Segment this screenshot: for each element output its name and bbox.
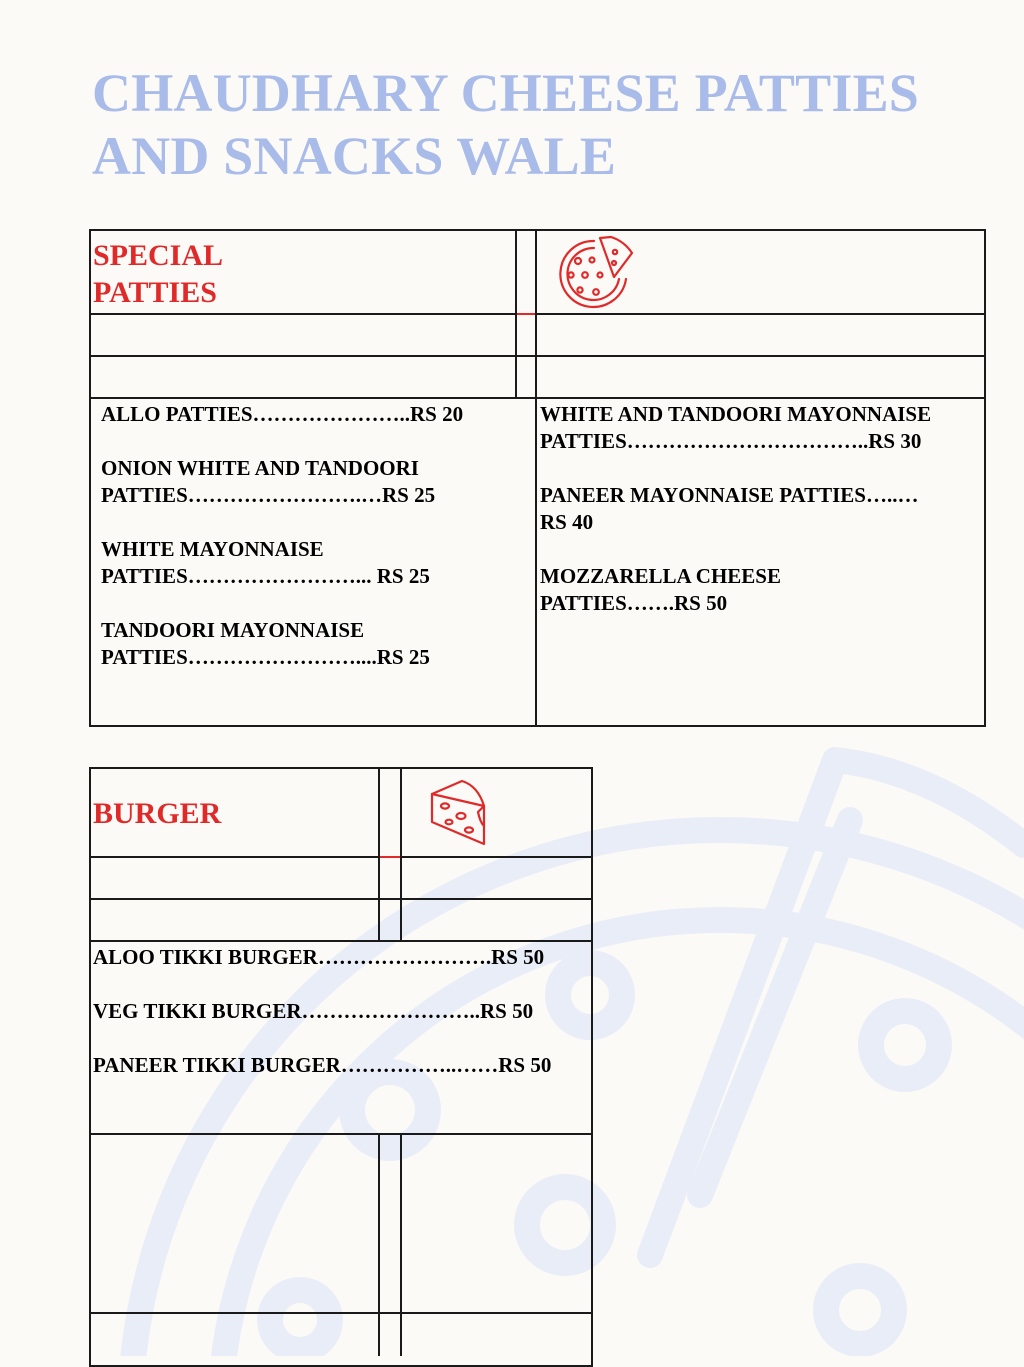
menu-item: ALOO TIKKI BURGER…………………….RS 50 xyxy=(93,945,545,969)
pizza-icon xyxy=(554,235,636,309)
table-divider xyxy=(89,355,986,357)
table-divider xyxy=(89,898,593,900)
menu-item: WHITE MAYONNAISE PATTIES……………………... RS 25 xyxy=(101,537,430,588)
burger-heading xyxy=(93,795,221,832)
accent-line xyxy=(517,313,535,315)
title-line-1: CHAUDHARY CHEESE PATTIES xyxy=(92,63,920,123)
title-line-2: AND SNACKS WALE xyxy=(92,126,617,186)
menu-item: TANDOORI MAYONNAISE PATTIES……………………....RS 25 xyxy=(101,618,430,669)
heading-line: BURGER xyxy=(93,797,222,830)
menu-item: ONION WHITE AND TANDOORI PATTIES…………………….…RS 25 xyxy=(101,456,436,507)
table-divider xyxy=(89,940,593,942)
table-divider xyxy=(89,397,986,399)
menu-item: WHITE AND TANDOORI MAYONNAISE PATTIES……………………………..RS 30 xyxy=(540,402,932,453)
table-divider xyxy=(378,767,380,942)
table-divider xyxy=(89,1312,593,1314)
table-divider xyxy=(89,1133,593,1135)
page-title xyxy=(92,62,992,188)
heading-line: SPECIAL xyxy=(93,239,224,272)
menu-item: MOZZARELLA CHEESE PATTIES…….RS 50 xyxy=(540,564,781,615)
table-divider xyxy=(378,1133,380,1356)
menu-item: PANEER MAYONNAISE PATTIES…..… RS 40 xyxy=(540,483,919,534)
heading-line: PATTIES xyxy=(93,276,217,309)
table-divider xyxy=(89,856,593,858)
cheese-icon xyxy=(428,778,490,848)
table-divider xyxy=(400,767,402,942)
special-patties-heading xyxy=(93,237,223,311)
menu-item: ALLO PATTIES…………………..RS 20 xyxy=(101,402,464,426)
table-divider xyxy=(400,1133,402,1356)
accent-line xyxy=(380,856,400,858)
burger-list xyxy=(93,944,593,1106)
menu-item: PANEER TIKKI BURGER……………..……RS 50 xyxy=(93,1053,552,1077)
special-patties-left-list xyxy=(101,401,521,698)
table-divider xyxy=(535,229,537,727)
table-divider xyxy=(89,313,986,315)
menu-item: VEG TIKKI BURGER……………………..RS 50 xyxy=(93,999,534,1023)
special-patties-right-list xyxy=(540,401,984,644)
